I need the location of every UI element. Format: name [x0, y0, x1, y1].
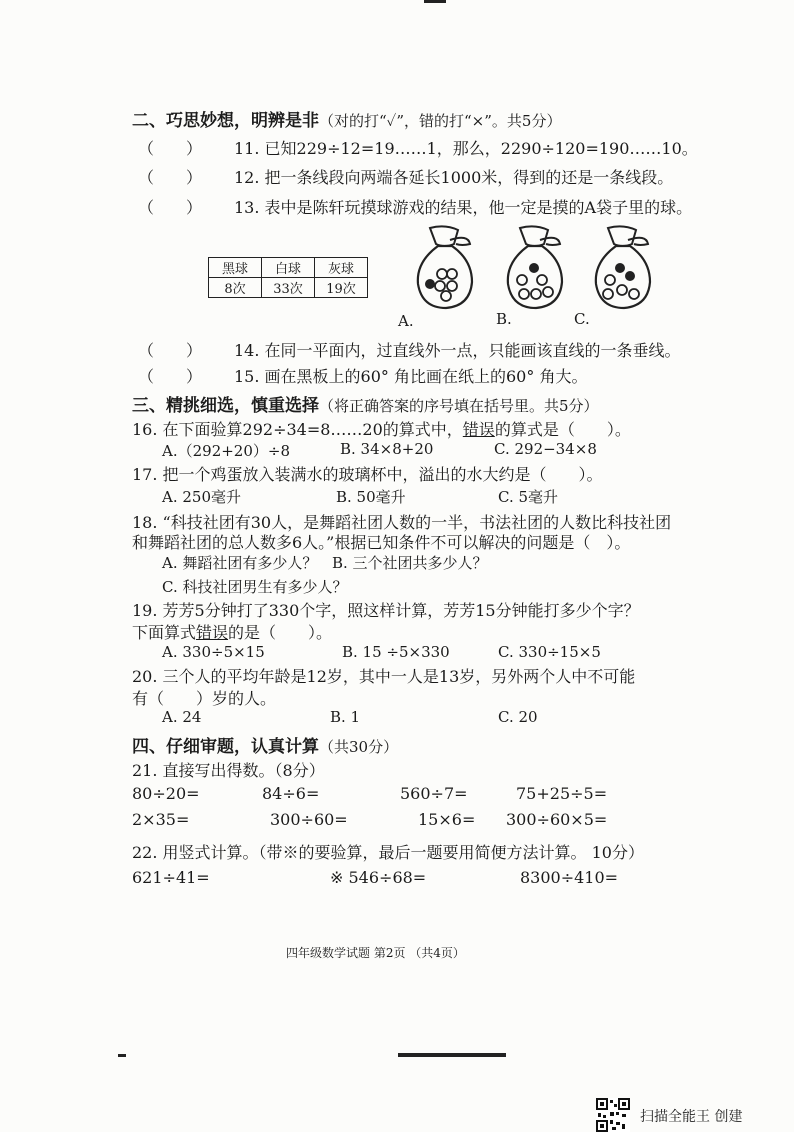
q18-option-c[interactable]: C. 科技社团男生有多少人？ — [162, 578, 348, 596]
q18-option-a[interactable]: A. 舞蹈社团有多少人？ — [162, 554, 318, 572]
section-2-heading: 二、巧思妙想，明辨是非（对的打“✓”，错的打“×”。共5分） — [132, 111, 562, 131]
q17-option-b[interactable]: B. 50毫升 — [336, 488, 406, 506]
scan-mark — [424, 0, 446, 3]
q16-stem: 16. 在下面验算292÷34=8……20的算式中，错误的算式是（ ）。 — [132, 420, 631, 439]
bag-label-a: A. — [398, 312, 414, 330]
q17-option-a[interactable]: A. 250毫升 — [162, 488, 241, 506]
table-header-black: 黑球 — [209, 258, 262, 278]
q17-stem: 17. 把一个鸡蛋放入装满水的玻璃杯中，溢出的水大约是（ ）。 — [132, 465, 603, 484]
table-value-white: 33次 — [262, 278, 315, 298]
q21-expr-3: 560÷7= — [400, 784, 468, 803]
bag-c-icon — [588, 224, 658, 312]
item-11: （ ） 11. 已知229÷12=19……1，那么，2290÷120=190……10。 — [138, 136, 698, 159]
item-12: （ ） 12. 把一条线段向两端各延长1000米，得到的还是一条线段。 — [138, 165, 673, 188]
q21-expr-7: 15×6= — [418, 810, 476, 829]
q21-expr-2: 84÷6= — [262, 784, 320, 803]
q20-line-1: 20. 三个人的平均年龄是12岁，其中一人是13岁，另外两个人中不可能 — [132, 667, 636, 686]
q16-option-c[interactable]: C. 292−34×8 — [494, 440, 597, 458]
q17-option-c[interactable]: C. 5毫升 — [498, 488, 559, 506]
table-header-gray: 灰球 — [315, 258, 368, 278]
q22-expr-1: 621÷41= — [132, 868, 210, 887]
q21-expr-6: 300÷60= — [270, 810, 348, 829]
q18-line-2: 和舞蹈社团的总人数多6人。”根据已知条件不可以解决的问题是（ ）。 — [132, 533, 631, 552]
page-footer: 四年级数学试题 第2页 （共4页） — [286, 946, 465, 960]
item-14: （ ） 14. 在同一平面内，过直线外一点，只能画该直线的一条垂线。 — [138, 338, 681, 361]
q19-line-2: 下面算式错误的是（ ）。 — [132, 623, 333, 642]
bag-label-c: C. — [574, 310, 590, 328]
q19-line-1: 19. 芳芳5分钟打了330个字，照这样计算，芳芳15分钟能打多少个字？ — [132, 601, 640, 620]
q22-expr-3: 8300÷410= — [520, 868, 619, 887]
scan-mark-bottom — [398, 1053, 506, 1057]
answer-paren-12[interactable]: （ ） — [138, 168, 203, 187]
answer-paren-15[interactable]: （ ） — [138, 367, 203, 386]
q16-option-b[interactable]: B. 34×8+20 — [340, 440, 434, 458]
q18-option-b[interactable]: B. 三个社团共多少人？ — [332, 554, 488, 572]
answer-paren-11[interactable]: （ ） — [138, 139, 203, 158]
table-value-black: 8次 — [209, 278, 262, 298]
section-4-heading: 四、仔细审题，认真计算（共30分） — [132, 737, 399, 757]
q20-option-a[interactable]: A. 24 — [162, 708, 202, 726]
q22-title: 22. 用竖式计算。（带※的要验算，最后一题要用简便方法计算。 10分） — [132, 843, 644, 862]
q21-expr-4: 75+25÷5= — [516, 784, 608, 803]
q19-option-a[interactable]: A. 330÷5×15 — [162, 643, 265, 661]
q20-option-b[interactable]: B. 1 — [330, 708, 361, 726]
qr-code-icon — [596, 1098, 630, 1132]
q21-title: 21. 直接写出得数。（8分） — [132, 761, 325, 780]
camscanner-watermark: 扫描全能王 创建 — [640, 1109, 743, 1125]
q22-expr-2: ※ 546÷68= — [330, 868, 427, 887]
table-value-gray: 19次 — [315, 278, 368, 298]
q21-expr-8: 300÷60×5= — [506, 810, 608, 829]
bag-b-icon — [500, 224, 570, 312]
item-13: （ ） 13. 表中是陈轩玩摸球游戏的结果，他一定是摸的A袋子里的球。 — [138, 195, 692, 218]
answer-paren-13[interactable]: （ ） — [138, 198, 203, 217]
q19-option-c[interactable]: C. 330÷15×5 — [498, 643, 601, 661]
answer-paren-14[interactable]: （ ） — [138, 341, 203, 360]
bag-label-b: B. — [496, 310, 512, 328]
q19-option-b[interactable]: B. 15 ÷5×330 — [342, 643, 450, 661]
ball-result-table — [208, 257, 368, 298]
q20-option-c[interactable]: C. 20 — [498, 708, 538, 726]
q21-expr-5: 2×35= — [132, 810, 190, 829]
q21-expr-1: 80÷20= — [132, 784, 200, 803]
scan-mark-left — [118, 1054, 126, 1057]
q20-line-2: 有（ ）岁的人。 — [132, 689, 277, 708]
section-3-heading: 三、精挑细选，慎重选择（将正确答案的序号填在括号里。共5分） — [132, 396, 599, 416]
bag-a-icon — [410, 224, 480, 312]
q18-line-1: 18. “科技社团有30人，是舞蹈社团人数的一半，书法社团的人数比科技社团 — [132, 513, 672, 532]
table-header-white: 白球 — [262, 258, 315, 278]
q16-option-a[interactable]: A.（292+20）÷8 — [162, 442, 290, 460]
item-15: （ ） 15. 画在黑板上的60° 角比画在纸上的60° 角大。 — [138, 364, 587, 387]
